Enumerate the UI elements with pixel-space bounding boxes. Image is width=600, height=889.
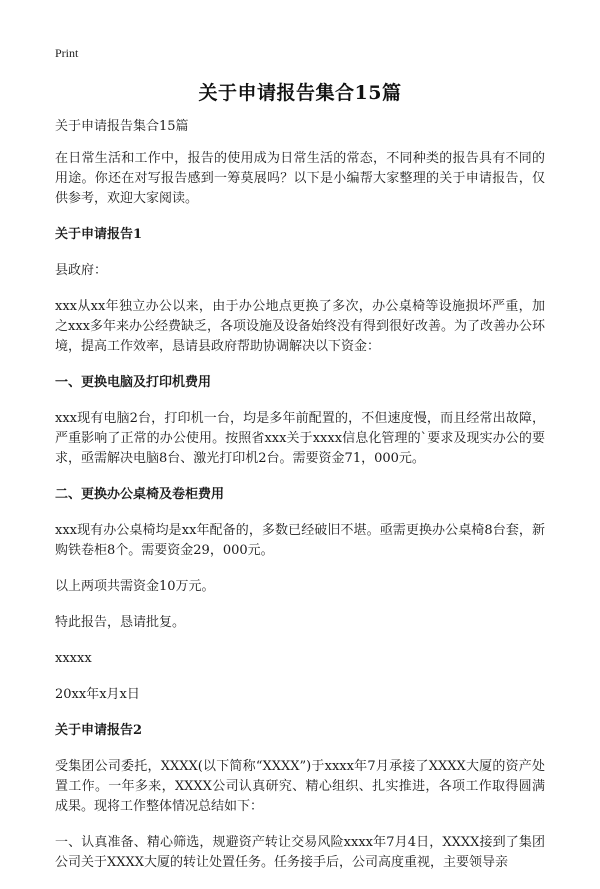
report2-paragraph-2: 一、认真准备、精心筛选，规避资产转让交易风险xxxx年7月4日，XXXX接到了集团公司关于XXXX大厦的转让处置任务。任务接手后，公司高度重视，主要领导亲 — [55, 835, 545, 870]
report1-salutation: 县政府： — [55, 263, 108, 278]
report1-heading: 关于申请报告1 — [55, 227, 143, 242]
document-title: 关于申请报告集合15篇 — [198, 82, 402, 104]
report1-signature: xxxxx — [55, 651, 92, 666]
report1-section1-text: xxx现有电脑2台，打印机一台，均是多年前配置的，不但速度慢，而且经常出故障，严重影响了正常的办公使用。按照省xxx关于xxxx信息化管理的`要求及现实办公的要求，亟需解决电脑8台、激光打印机2台。需要资金71，000元。 — [55, 411, 545, 466]
report1-paragraph: xxx从xx年独立办公以来，由于办公地点更换了多次，办公桌椅等设施损坏严重，加之xxx多年来办公经费缺乏，各项设施及设备始终没有得到很好改善。为了改善办公环境，提高工作效率，恳请县政府帮助协调解决以下资金： — [55, 299, 545, 354]
report2-heading: 关于申请报告2 — [55, 723, 143, 738]
report2-paragraph: 受集团公司委托，XXXX(以下简称“XXXX”)于xxxx年7月承接了XXXX大厦的资产处置工作。一年多来，XXXX公司认真研究、精心组织、扎实推进，各项工作取得圆满成果。现将工作整体情况总结如下： — [55, 759, 545, 814]
report1-total: 以上两项共需资金10万元。 — [55, 579, 215, 594]
print-link[interactable]: Print — [55, 46, 79, 60]
report1-section2-text: xxx现有办公桌椅均是xx年配备的，多数已经破旧不堪。亟需更换办公桌椅8台套，新购铁卷柜8个。需要资金29，000元。 — [55, 523, 545, 558]
report1-section2-heading: 二、更换办公桌椅及卷柜费用 — [55, 487, 225, 502]
report1-date: 20xx年x月x日 — [55, 687, 140, 702]
report1-closing: 特此报告，恳请批复。 — [55, 615, 186, 630]
document-subtitle: 关于申请报告集合15篇 — [55, 119, 189, 134]
document-body — [55, 117, 545, 889]
report1-section1-heading: 一、更换电脑及打印机费用 — [55, 375, 212, 390]
intro-paragraph: 在日常生活和工作中，报告的使用成为日常生活的常态，不同种类的报告具有不同的用途。你还在对写报告感到一筹莫展吗？以下是小编帮大家整理的关于申请报告，仅供参考，欢迎大家阅读。 — [55, 151, 545, 206]
